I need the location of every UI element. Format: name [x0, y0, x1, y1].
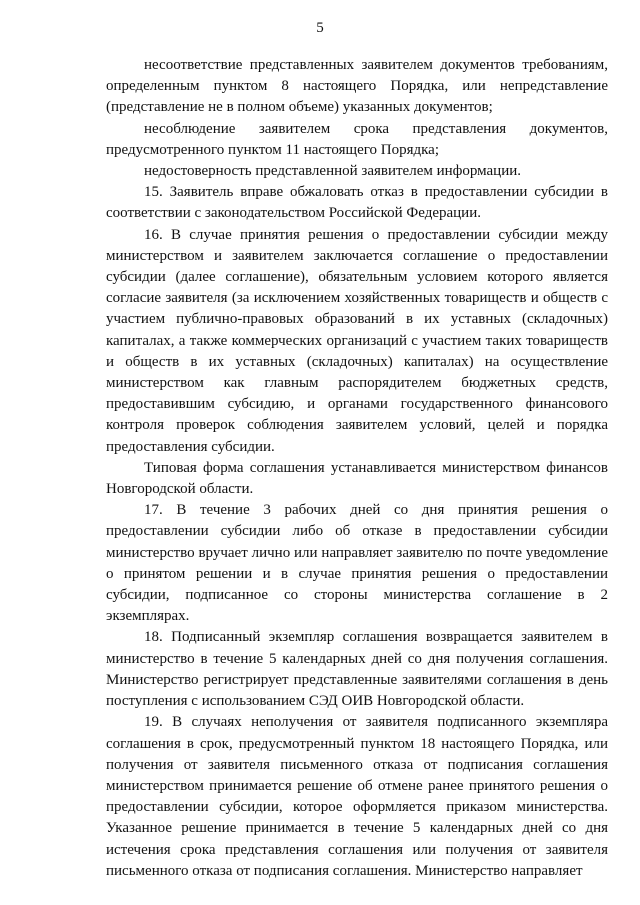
page-number: 5 [316, 20, 324, 36]
paragraph: несоблюдение заявителем срока представления документов, предусмотренного пунктом 11 настоящего Порядка; [106, 120, 608, 158]
paragraph-item-15: 15. Заявитель вправе обжаловать отказ в предоставлении субсидии в соответствии с законодательством Российской Федерации. [106, 184, 608, 222]
paragraph-item-16: 16. В случае принятия решения о предоставлении субсидии между министерством и заявителем заключается соглашение о предоставлении субсидии (далее соглашение), обязательным условием которого является согласие заявителя (за исключением хозяйственных товариществ и обществ с участием публично-правовых образований в их уставных (складочных) капиталах, а также коммерческих организаций с участием таких товариществ и обществ в их уставных (складочных) капиталах) на осуществление министерством как главным распорядителем бюджетных средств, предоставившим субсидию, и органами государственного финансового контроля проверок соблюдения заявителем условий, целей и порядка предоставления субсидии. [106, 226, 608, 455]
paragraph-item-19: 19. В случаях неполучения от заявителя подписанного экземпляра соглашения в срок, предусмотренный пунктом 18 настоящего Порядка, или получения от заявителя письменного отказа от подписания соглашения министерством принимается решение об отмене ранее принятого решения о предоставлении субсидии, которое оформляется приказом министерства. Указанное решение принимается в течение 5 календарных дней со дня истечения срока представления соглашения или получения от заявителя письменного отказа от подписания соглашения. Министерство направляет [106, 714, 608, 879]
paragraph-item-17: 17. В течение 3 рабочих дней со дня принятия решения о предоставлении субсидии либо об отказе в предоставлении субсидии министерство вручает лично или направляет заявителю по почте уведомление о принятом решении и в случае принятия решения о предоставлении субсидии, подписанное со стороны министерства соглашение в 2 экземплярах. [106, 502, 608, 625]
document-body [106, 55, 608, 882]
paragraph: Типовая форма соглашения устанавливается министерством финансов Новгородской области. [106, 459, 608, 498]
paragraph-item-18: 18. Подписанный экземпляр соглашения возвращается заявителем в министерство в течение 5 календарных дней со дня получения соглашения. Министерство регистрирует представленные заявителями соглашения в день поступления с использованием СЭД ОИВ Новгородской области. [106, 629, 608, 710]
paragraph: несоответствие представленных заявителем документов требованиям, определенным пунктом 8 настоящего Порядка, или непредставление (представление не в полном объеме) указанных документов; [106, 57, 608, 116]
paragraph: недостоверность представленной заявителем информации. [144, 163, 522, 180]
